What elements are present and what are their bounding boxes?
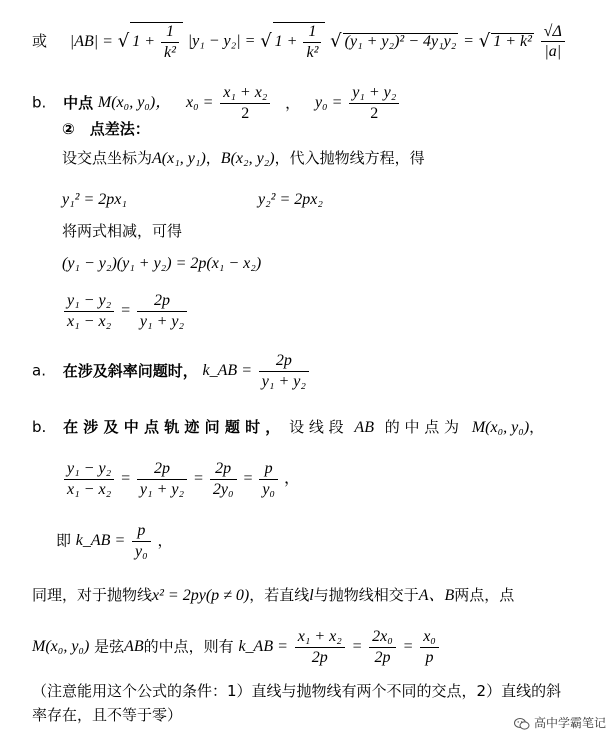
similar-text-c: 与抛物线相交于: [313, 586, 419, 604]
result-lhs: k_AB =: [75, 532, 126, 550]
slope-lhs: k_AB =: [202, 362, 252, 380]
similar-line: [32, 588, 514, 604]
radical-sign: √: [117, 30, 130, 52]
distance-formula-line: [32, 22, 567, 61]
line-l: l: [309, 587, 314, 604]
item-prefix: b.: [32, 93, 47, 112]
conclusion-seg: AB: [124, 638, 144, 656]
subtract-text: 将两式相减，可得: [62, 222, 183, 240]
points-ab: A、B: [418, 587, 455, 604]
conclusion-line: M(x₀, y₀) 是弦AB的中点，则有 k_AB = $\frac{\text{x₁ + x₂}}{2p}$ = $\frac{\text{2x₀}}{2p}$ = $\frac{\text{x₀}}{p}$: [32, 628, 441, 666]
trajectory-title: 在 涉 及 中 点 轨 迹 问 题 时 ，: [63, 418, 281, 436]
distance-rest: |y₁ − y₂| =: [187, 32, 256, 50]
result-fraction: $\frac{p}{\text{y₀}}$: [132, 522, 151, 560]
slope-title: 在涉及斜率问题时，: [62, 361, 198, 380]
similar-text-a: 同理，对于抛物线: [32, 586, 153, 604]
trajectory-text2: 的 中 点 为: [384, 418, 460, 436]
radical-sign-4: √: [478, 30, 491, 52]
wechat-icon: [514, 717, 530, 731]
parabola-eq: x² = 2py(p ≠ 0): [152, 587, 250, 604]
similar-text-d: 两点，点: [454, 586, 515, 604]
result-line: [56, 522, 173, 560]
midpoint-line: [32, 84, 401, 122]
delta-over-a: $\frac{√\Delta}{|a|}$: [541, 23, 565, 61]
note-line-1: （注意能用这个公式的条件：1）直线与抛物线有两个不同的交点，2）直线的斜: [32, 682, 562, 700]
result-prefix: 即: [56, 531, 72, 550]
conclusion-frac-1: $\frac{\text{x₁ + x₂}}{2p}$: [295, 628, 345, 666]
watermark: [514, 714, 606, 731]
midpoint-title: 中点: [63, 93, 94, 112]
conclusion-point: M(x₀, y₀): [32, 638, 90, 656]
point-b: B(x₂, y₂): [220, 150, 275, 167]
result-tail: ，: [157, 531, 173, 550]
conclusion-frac-3: $\frac{\text{x₀}}{p}$: [420, 628, 439, 666]
or-label: 或: [32, 32, 48, 51]
radical-sign-2: √: [260, 30, 272, 52]
x0-lhs: x₀ =: [185, 94, 214, 112]
distance-lhs: |AB| =: [69, 32, 113, 50]
sqrt-expr-1: 1 + $\frac{1}{\text{k²}}$: [130, 22, 183, 61]
item-prefix-b: b.: [32, 418, 47, 436]
method2-heading: ② 点差法：: [62, 120, 150, 138]
product-equation: (y₁ − y₂)(y₁ + y₂) = 2p(x₁ − x₂): [62, 255, 262, 272]
x0-fraction: $\frac{\text{x₁ + x₂}}{2}$: [220, 84, 270, 122]
conclusion-lhs: k_AB =: [238, 638, 288, 656]
conclusion-text-a: 是弦: [94, 637, 125, 656]
sqrt-expr-3: (y₁ + y₂)² − 4y₁y₂: [344, 33, 457, 51]
ratio-equation: $\frac{\text{y₁ − y₂}}{\text{x₁ − x₂}}$ = $\frac{2p}{\text{y₁ + y₂}}$: [62, 292, 189, 330]
equals-sign: =: [463, 32, 474, 50]
note-line-2: 率存在，且不等于零）: [32, 706, 183, 724]
equation-y2: y₂² = 2px₂: [258, 191, 323, 208]
sqrt-expr-2: 1 + $\frac{1}{\text{k²}}$: [273, 22, 326, 61]
similar-text-b: ，若直线: [249, 586, 310, 604]
trajectory-line: [32, 420, 544, 436]
y0-lhs: y₀ =: [314, 94, 343, 112]
conclusion-frac-2: $\frac{\text{2x₀}}{2p}$: [369, 628, 396, 666]
trajectory-tail: ，: [529, 418, 545, 436]
slope-fraction: $\frac{2p}{\text{y₁ + y₂}}$: [259, 352, 309, 390]
separator: ，: [285, 93, 301, 112]
sqrt-expr-4: 1 + k²: [493, 33, 532, 51]
chain-equation: $\frac{\text{y₁ − y₂}}{\text{x₁ − x₂}}$ = $\frac{2p}{\text{y₁ + y₂}}$ = $\frac{2p}{\text{2y₀}}$ = $\frac{p}{\text{y₀}}$ ，: [62, 460, 300, 498]
y0-fraction: $\frac{\text{y₁ + y₂}}{2}$: [349, 84, 399, 122]
midpoint-m: M(x₀, y₀): [471, 419, 530, 436]
equation-y1: y₁² = 2px₁: [62, 191, 127, 208]
watermark-text: 高中学霸笔记: [533, 716, 606, 730]
slope-line: [32, 352, 311, 390]
setup-text-b: ，: [205, 149, 221, 167]
trajectory-text: 设 线 段: [289, 418, 344, 436]
midpoint-point: M(x₀, y₀)，: [97, 94, 172, 112]
point-a: A(x₁, y₁): [152, 150, 206, 167]
conclusion-text-b: 的中点，则有: [143, 637, 234, 656]
item-prefix-a: a.: [32, 361, 46, 380]
setup-line: [62, 151, 425, 167]
setup-text-a: 设交点坐标为: [62, 149, 153, 167]
setup-text-c: ，代入抛物线方程，得: [274, 149, 425, 167]
radical-sign-3: √: [330, 30, 342, 52]
segment-ab: AB: [354, 419, 374, 436]
